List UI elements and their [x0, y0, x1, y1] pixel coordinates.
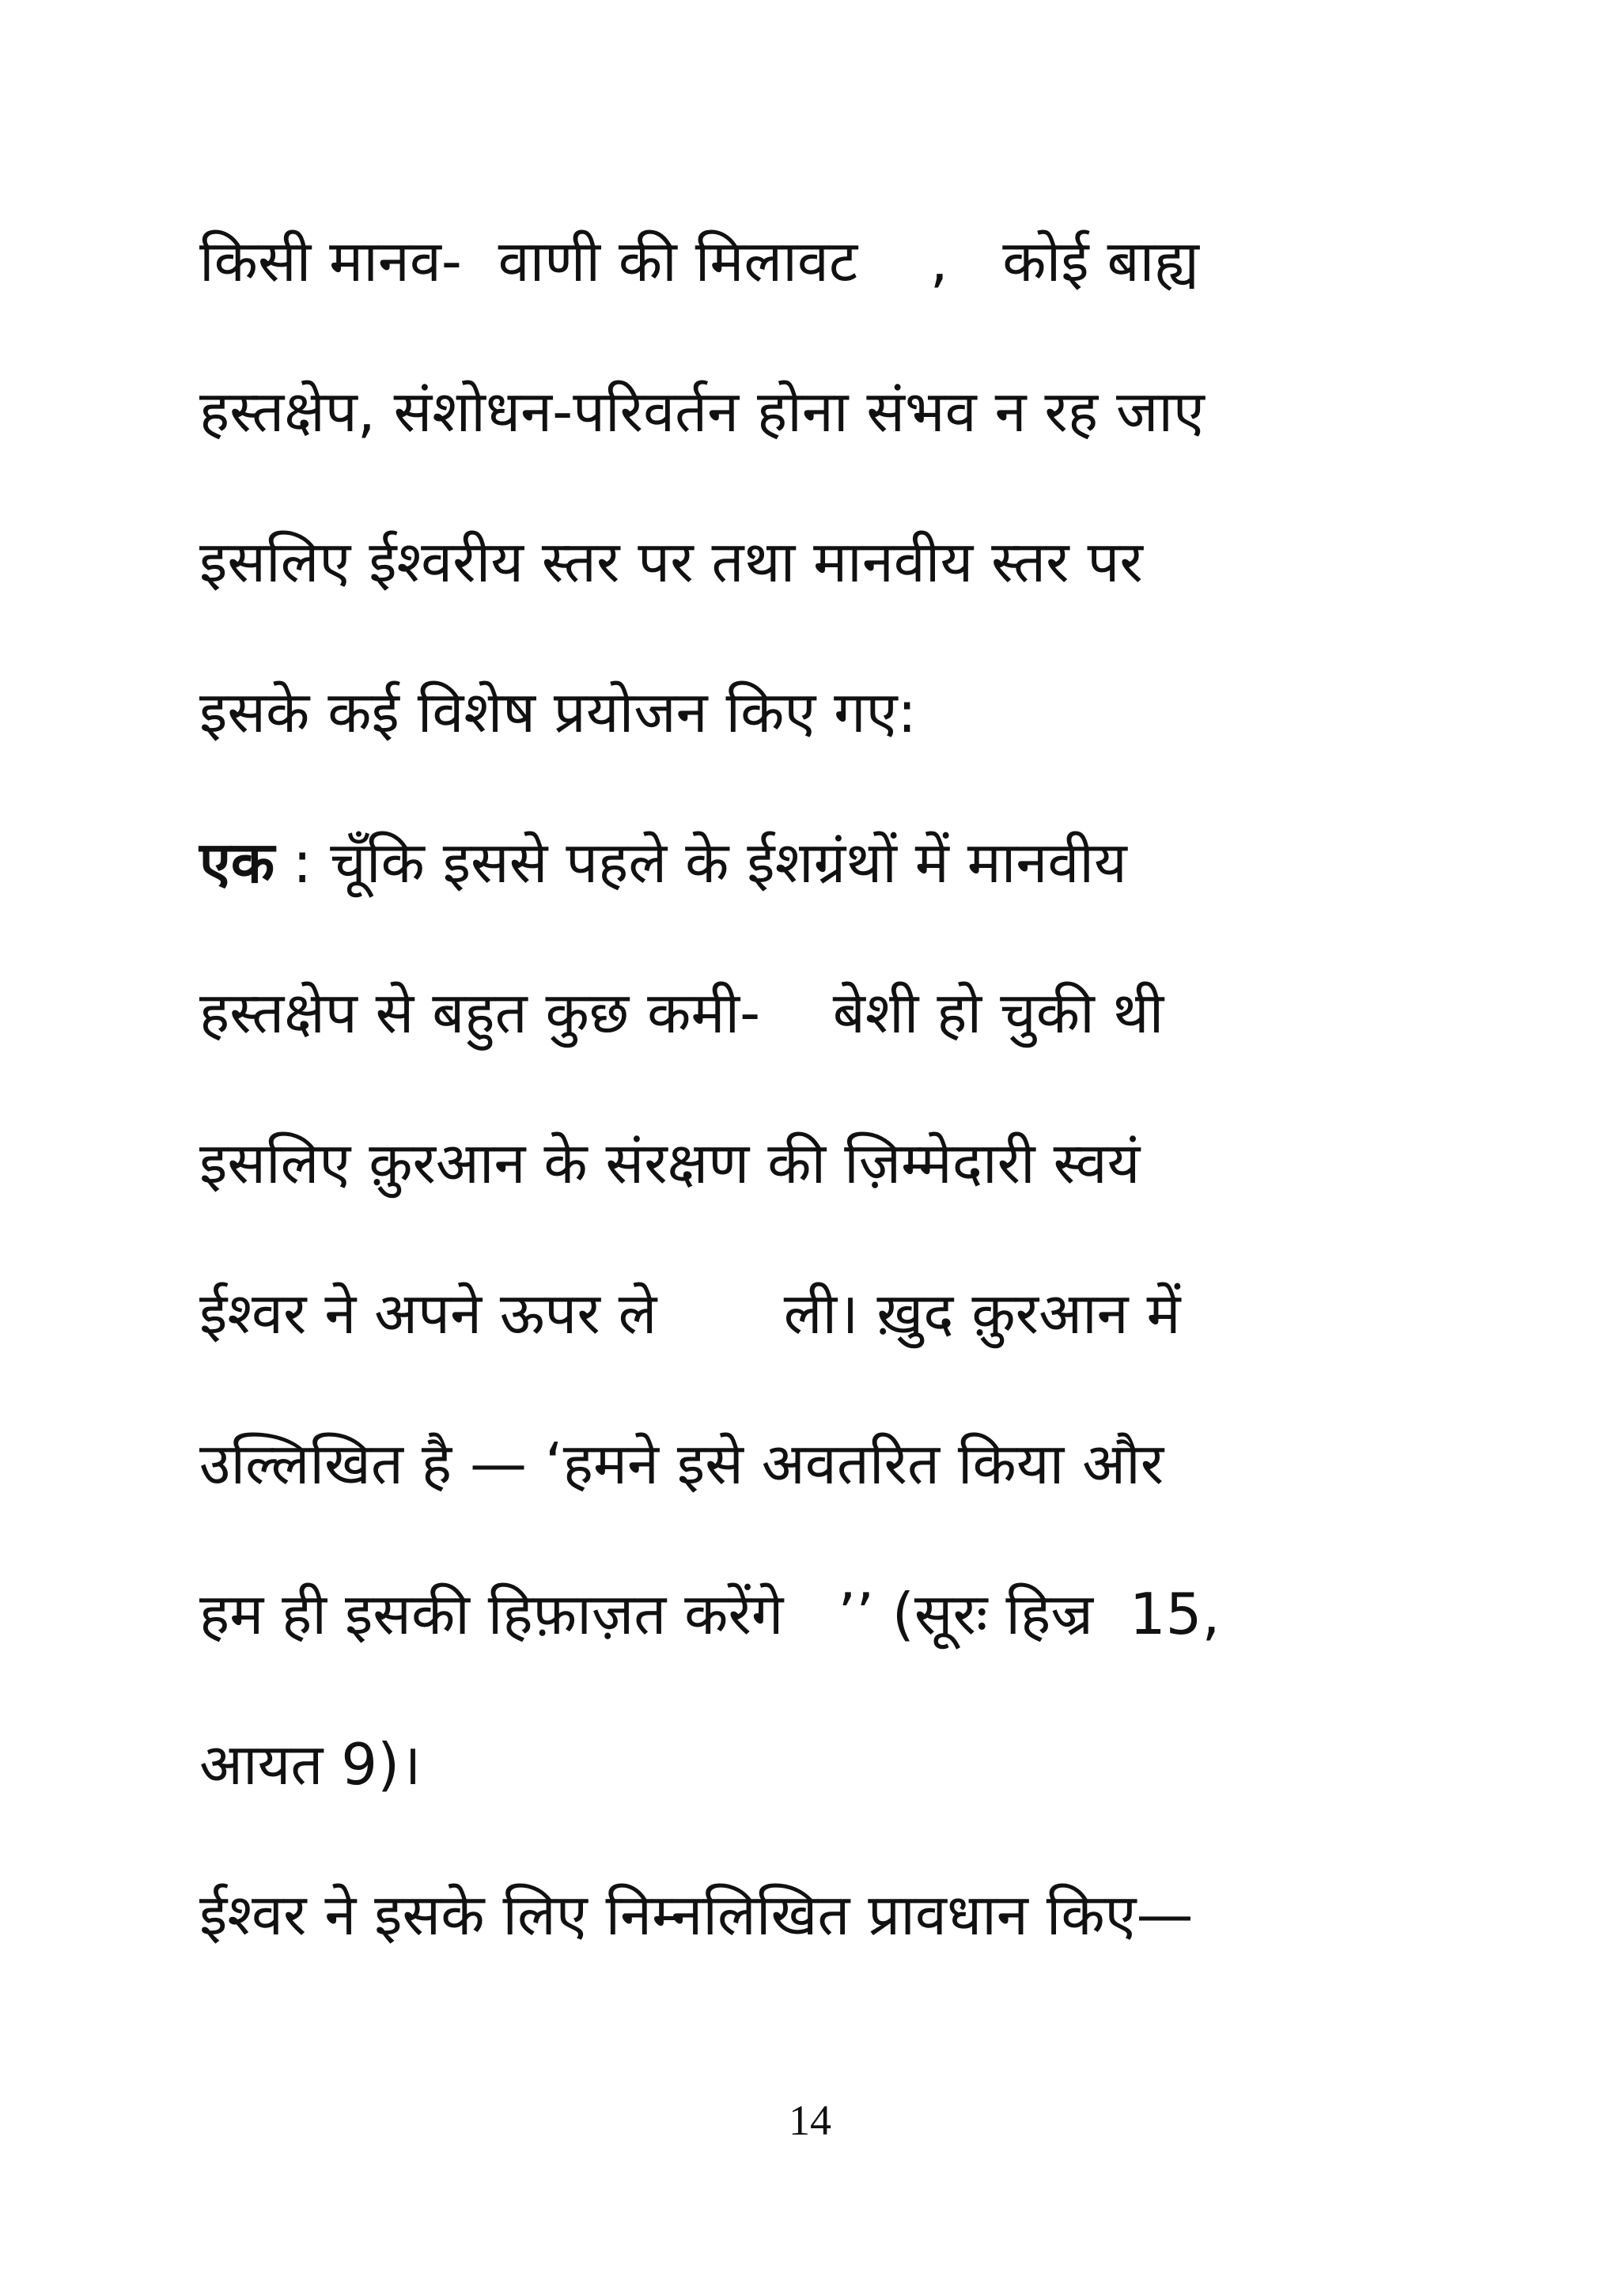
- text-line-8: ईश्वर ने अपने ऊपर ले ली। ख़ुद क़ुरआन में: [199, 1280, 1181, 1347]
- text-line-3: इसलिए ईश्वरीय स्तर पर तथा मानवीय स्तर पर: [199, 529, 1143, 595]
- text-line-11: आयत 9)।: [199, 1731, 422, 1798]
- text-line-7: इसलिए क़ुरआन के संरक्षण की ज़िम्मेदारी स्वयं: [199, 1130, 1141, 1196]
- text-line-1: किसी मानव- वाणी की मिलावट , कोई बाह्य: [199, 228, 1199, 294]
- text-line-6: हस्तक्षेप से बहुत कुछ कमी- बेशी हो चुकी थी: [199, 979, 1164, 1046]
- text-line-4: इसके कई विशेष प्रयोजन किए गए:: [199, 679, 917, 745]
- text-line-2: हस्तक्षेप, संशोधन-परिवर्तन होना संभव न रह जाए: [199, 378, 1205, 445]
- text-line-5: [199, 815, 1127, 910]
- bold-lead-word: एक: [199, 829, 275, 896]
- text-line-12: ईश्वर ने इसके लिए निम्नलिखित प्रावधान किए—: [199, 1881, 1194, 1948]
- text-line-9: उल्लिखित है — ‘हमने इसे अवतरित किया और: [199, 1430, 1164, 1497]
- text-line-10: हम ही इसकी हिफ़ाज़त करेंगे ’’ (सूरः हिज्र 15,: [199, 1581, 1221, 1647]
- page-number: 14: [789, 2097, 831, 2144]
- text-line-5-rest: : चूँकि इससे पहले के ईशग्रंथों में मानवीय: [274, 829, 1127, 896]
